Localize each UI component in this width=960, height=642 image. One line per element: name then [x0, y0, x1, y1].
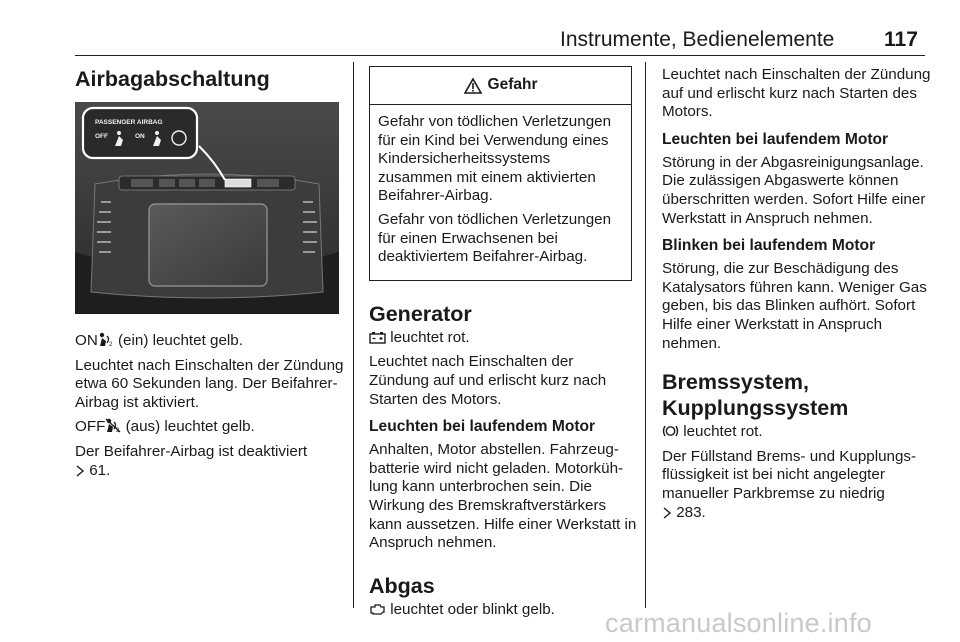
- danger-box: [369, 66, 632, 281]
- airbag-off-text: (aus) leuchtet gelb.: [121, 418, 255, 436]
- brake-warning-icon: [662, 424, 679, 438]
- svg-text:2: 2: [108, 342, 113, 347]
- svg-text:2: 2: [116, 428, 120, 434]
- airbag-on-text: (ein) leuchtet gelb.: [113, 332, 243, 349]
- abgas-description: Leuchtet nach Einschalten der Zündung auf und erlischt kurz nach Starten des Motors.: [662, 66, 931, 121]
- airbag-on-icon: [98, 332, 114, 347]
- photo-label-passenger-airbag: PASSENGER AIRBAG: [95, 119, 163, 126]
- brake-reference[interactable]: 283.: [672, 503, 706, 521]
- danger-header: [370, 67, 631, 105]
- abgas-heading: Abgas: [369, 573, 435, 598]
- column-brakes: [662, 64, 932, 528]
- reference-arrow-icon: [75, 465, 85, 477]
- generator-heading: Generator: [369, 301, 472, 326]
- airbag-off-label: OFF: [75, 418, 106, 436]
- running-title: Instrumente, Bedienelemente: [560, 28, 835, 51]
- danger-text-child: Gefahr von tödlichen Verletzungen für ein Kind bei Verwendung eines Kindersicherheitssystems zusammen mit einem aktivierten Beifahrer-Airbag.: [378, 113, 612, 205]
- watermark: carmanualsonline.info: [605, 608, 872, 638]
- abgas-status-line: [369, 601, 637, 620]
- header-rule: [75, 55, 925, 56]
- photo-label-off: OFF: [95, 133, 108, 140]
- column-divider-left: [353, 62, 354, 608]
- generator-subheading: Leuchten bei laufendem Motor: [369, 418, 596, 436]
- airbag-off-reference[interactable]: 61.: [85, 461, 111, 479]
- airbag-on-description: Leuchtet nach Einschalten der Zündung etwa 60 Sekunden lang. Der Beifahrer-Airbag ist aktiviert.: [75, 356, 344, 411]
- battery-icon: [369, 331, 386, 344]
- dashboard-photo: [75, 102, 339, 314]
- abgas-sub2-description: Störung, die zur Beschädigung des Katalysators führen kann. Weniger Gas geben, bis das Blinken aufhört. Sofort Hilfe einer Werkstatt in Anspruch nehmen.: [662, 260, 927, 352]
- danger-title: Gefahr: [487, 76, 538, 94]
- airbag-heading: Airbagabschaltung: [75, 67, 270, 91]
- abgas-sub1-description: Störung in der Abgasreinigungsanlage. Die zulässigen Abgaswerte können überschritten werden. Sofort Hilfe einer Werkstatt in Anspruch nehmen.: [662, 153, 926, 227]
- generator-sub-description: Anhalten, Motor abstellen. Fahrzeugbatterie wird nicht geladen. Motorkühlung kann unterbrochen sein. Die Wirkung des Bremskraftverstärkers kann aussetzen. Hilfe einer Werkstatt in Anspruch nehmen.: [369, 441, 637, 552]
- column-divider-right: [645, 62, 646, 608]
- brake-status-line: [662, 423, 932, 442]
- brake-description: Der Füllstand Brems- und Kupplungsflüssigkeit ist bei nicht angelegter manueller Parkbremse zu niedrig 283.: [662, 447, 917, 521]
- airbag-off-description: Der Beifahrer-Airbag ist deaktiviert 61.: [75, 442, 308, 479]
- airbag-off-icon: [105, 418, 121, 433]
- abgas-sub2-heading: Blinken bei laufendem Motor: [662, 237, 876, 255]
- reference-arrow-icon: [662, 507, 672, 519]
- warning-triangle-icon: [464, 78, 482, 94]
- abgas-sub1-heading: Leuchten bei laufendem Motor: [662, 130, 889, 148]
- photo-label-on: ON: [135, 133, 145, 140]
- airbag-off-line: [75, 418, 345, 437]
- danger-text-adult: Gefahr von tödlichen Verletzungen für einen Erwachsenen bei deaktiviertem Beifahrer-Airbag.: [378, 210, 612, 266]
- engine-icon: [369, 603, 386, 616]
- generator-description: Leuchtet nach Einschalten der Zündung auf und erlischt kurz nach Starten des Motors.: [369, 353, 607, 408]
- column-airbag: [75, 64, 345, 486]
- brake-status: leuchtet rot.: [679, 423, 763, 441]
- airbag-on-label: ON: [75, 332, 98, 349]
- generator-status-line: [369, 329, 637, 348]
- airbag-on-line: [75, 332, 345, 351]
- generator-status: leuchtet rot.: [386, 328, 470, 346]
- page-number: 117: [884, 28, 918, 51]
- column-generator: [369, 64, 637, 625]
- abgas-status: leuchtet oder blinkt gelb.: [386, 600, 555, 618]
- danger-body: [370, 105, 631, 280]
- brake-heading: Bremssystem, Kupplungssystem: [662, 370, 849, 421]
